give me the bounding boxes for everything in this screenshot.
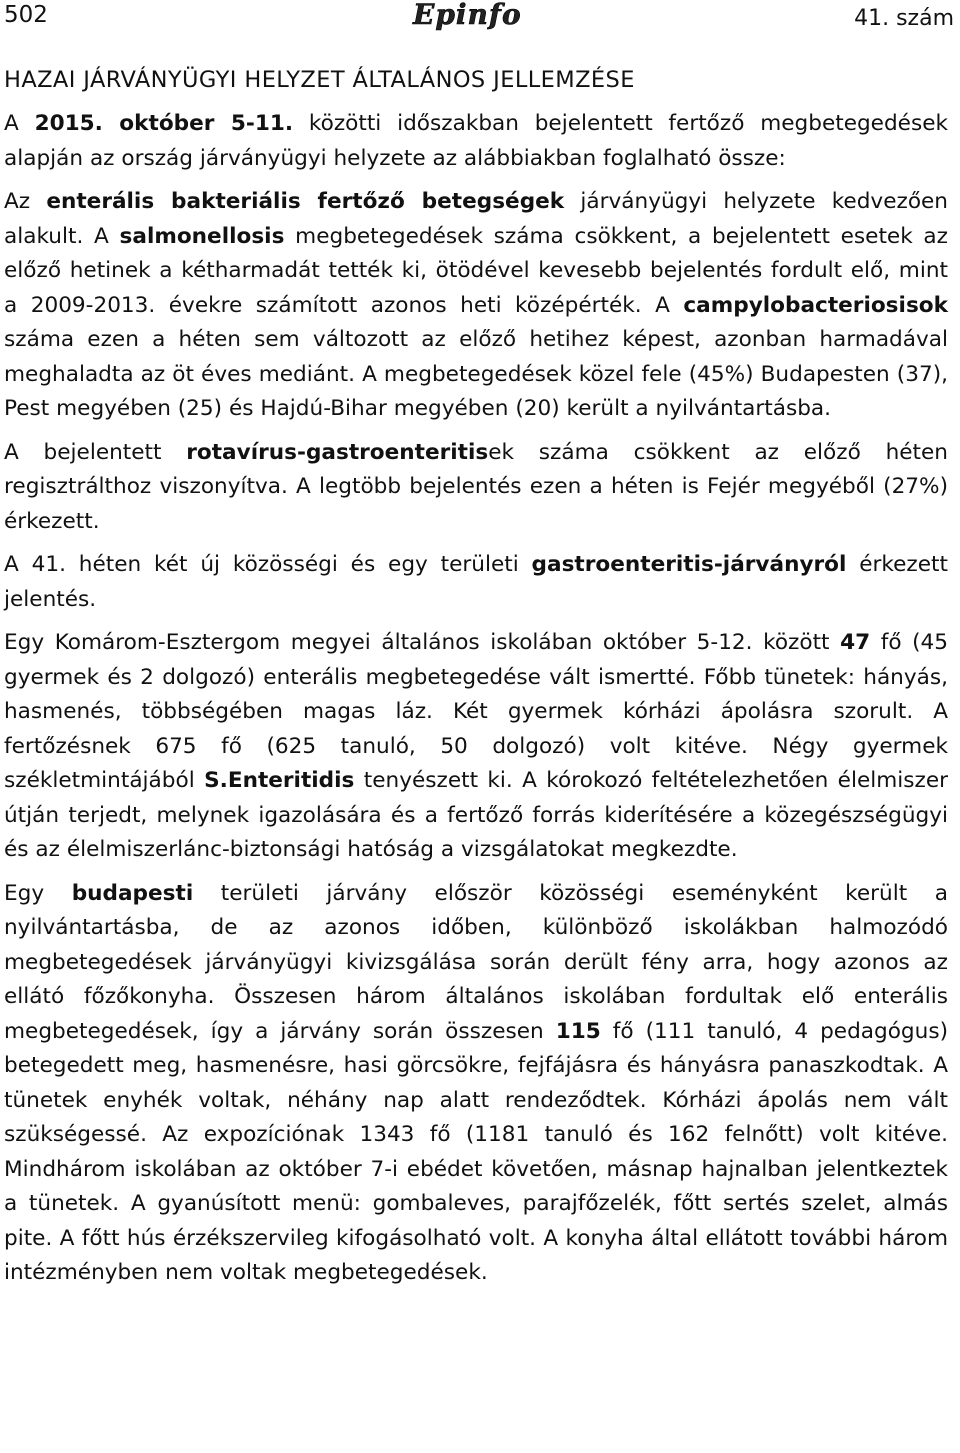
p3-text-2: érkezett jelentés.: [4, 552, 948, 612]
p3-bold-1: gastroenteritis-járványról: [531, 552, 847, 577]
budapest-paragraph: [4, 877, 948, 1291]
p2-text-1: A bejelentett: [4, 439, 187, 465]
p4-text-2: fő (45 gyermek és 2 dolgozó) enterális megbetegedése vált ismertté. Főbb tünetek: hányás, hasmenés, többségében magas láz. Két gyermek kórházi ápolásra szorult. A fertőzésnek 675 fő (625 tanuló, 50 dolgozó) volt kitéve. Négy gyermek székletmintájából: [4, 630, 948, 793]
p1-text-3: megbetegedések száma csökkent, a bejelentett esetek az előző hetinek a kétharmadát tették ki, ötödével kevesebb bejelentés fordult elő, mint a 2009-2013. évekre számított azonos heti középérték. A: [4, 223, 948, 318]
intro-date: 2015. október 5-11.: [34, 111, 294, 136]
issue-number: 41. szám: [854, 6, 954, 31]
p5-bold-1: budapesti: [71, 880, 194, 906]
intro-paragraph: [4, 107, 948, 176]
page-header: [0, 0, 960, 46]
komarom-paragraph: [4, 626, 948, 868]
p5-text-1: Egy: [4, 880, 72, 906]
rotavirus-paragraph: [4, 436, 948, 540]
p3-text-1: A 41. héten két új közösségi és egy területi: [4, 552, 532, 577]
p5-text-2: területi járvány először közösségi eseményként került a nyilvántartásba, de az azonos időben, különböző iskolákban halmozódó megbetegedések járványügyi kivizsgálása során derült fény arra, hogy azonos az ellátó főzőkonyha. Összesen három általános iskolában fordultak elő enterális megbetegedések, így a járvány során összesen: [4, 880, 948, 1044]
p1-text-2: járványügyi helyzete kedvezően alakult. A: [4, 189, 948, 249]
p5-text-3: fő (111 tanuló, 4 pedagógus) betegedett meg, hasmenésre, hasi görcsökre, fejfájásra és hányásra panaszkodtak. A tünetek enyhék voltak, néhány nap alatt rendeződtek. Kórházi ápolás nem vált szükségessé. Az expozíciónak 1343 fő (1181 tanuló és 162 felnőtt) volt kitéve. Mindhárom iskolában az október 7-i ebédet követően, másnap hajnalban jelentkeztek a tünetek. A gyanúsított menü: gombaleves, parajfőzelék, főtt sertés szelet, almás pite. A főtt hús érzékszervileg kifogásolható volt. A konyha által ellátott további három intézményben nem voltak megbetegedések.: [4, 1018, 948, 1285]
p1-bold-1: enterális bakteriális fertőző betegségek: [46, 189, 565, 214]
p2-bold-1: rotavírus-gastroenteritis: [186, 439, 489, 465]
intro-text-2: közötti időszakban bejelentett fertőző megbetegedések alapján az ország járványügyi helyzete az alábbiakban foglalható össze:: [4, 111, 949, 171]
article-title: HAZAI JÁRVÁNYÜGYI HELYZET ÁLTALÁNOS JELLEMZÉSE: [4, 67, 635, 93]
p5-number-1: 115: [555, 1018, 601, 1044]
p2-text-2: ek száma csökkent az előző héten regisztrálthoz viszonyítva. A legtöbb bejelentés ezen a héten is Fejér megyéből (27%) érkezett.: [4, 439, 948, 534]
p4-bold-1: S.Enteritidis: [204, 768, 355, 793]
outbreak-paragraph: [4, 548, 948, 617]
p1-text-4: száma ezen a héten sem változott az előző hetihez képest, azonban harmadával meghaladta az öt éves mediánt. A megbetegedések közel fele (45%) Budapesten (37), Pest megyében (25) és Hajdú-Bihar megyében (20) került a nyilvántartásba.: [4, 327, 948, 421]
page-number: 502: [4, 2, 48, 28]
p4-text-1: Egy Komárom-Esztergom megyei általános iskolában október 5-12. között: [4, 630, 841, 655]
article-body: [4, 55, 948, 1300]
p1-text-1: Az: [4, 189, 47, 214]
p4-number-1: 47: [840, 630, 871, 655]
p4-text-3: tenyészett ki. A kórokozó feltételezhetően élelmiszer útján terjedt, melynek igazolására és a fertőző forrás kiderítésére a közegészségügyi és az élelmiszerlánc-biztonsági hatóság a vizsgálatokat megkezdte.: [4, 768, 949, 862]
intro-text-1: A: [4, 111, 35, 136]
p1-bold-3: campylobacteriosisok: [683, 292, 948, 318]
enteral-paragraph: [4, 185, 948, 427]
p1-bold-2: salmonellosis: [119, 223, 285, 249]
epinfo-logo: Epinfo: [413, 0, 522, 31]
